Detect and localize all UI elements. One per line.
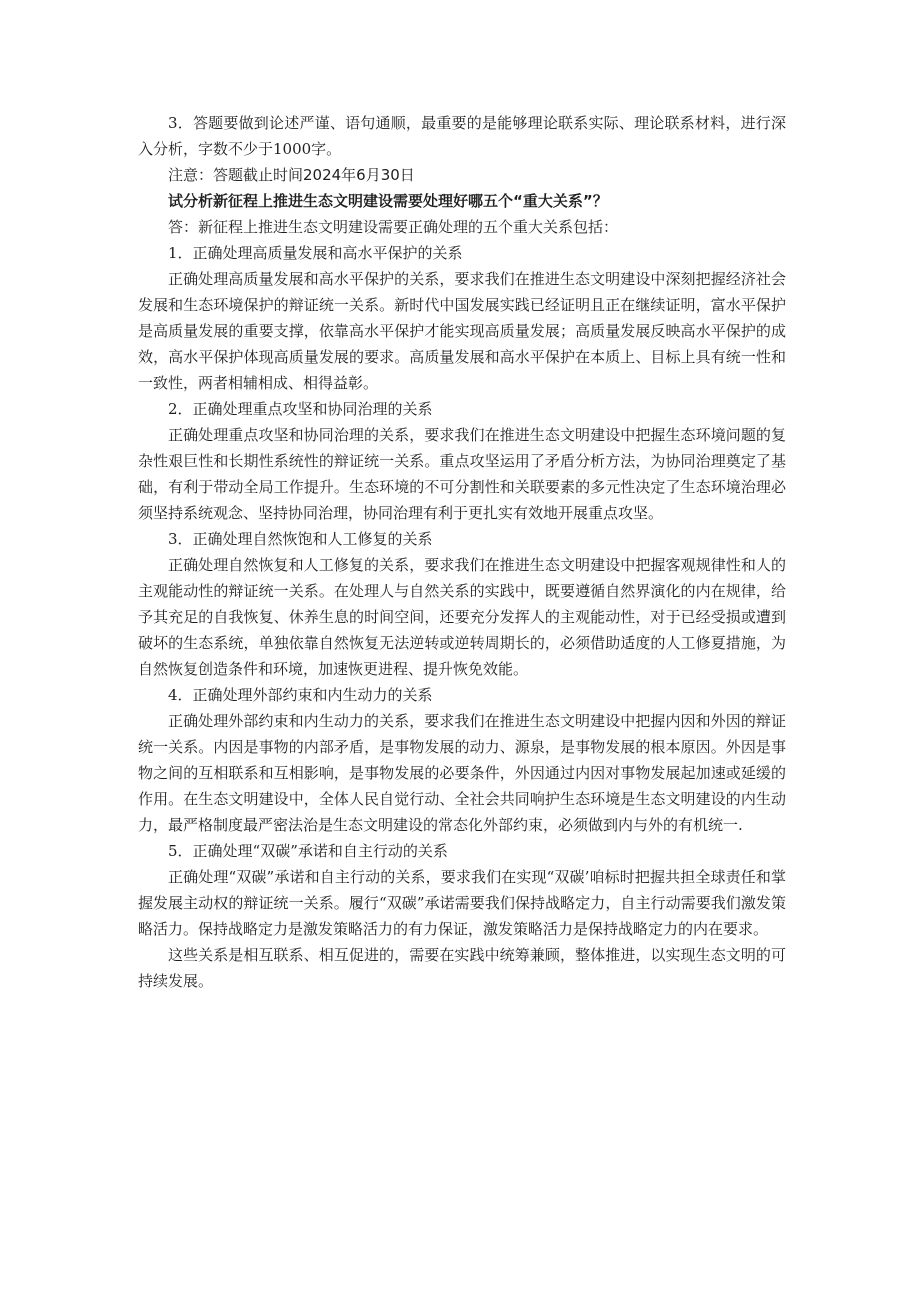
conclusion-paragraph: 这些关系是相互联系、相互促进的，需要在实践中统筹兼顾，整体推进，以实现生态文明的可持续发展。 bbox=[138, 946, 786, 990]
document-page bbox=[138, 110, 786, 994]
answer-intro: 答：新征程上推进生态文明建设需要正确处理的五个重大关系包括： bbox=[168, 218, 619, 236]
section-3-body: 正确处理自然恢复和人工修复的关系，要求我们在推进生态文明建设中把握客观规律性和人的主观能动性的辩证统一关系。在处理人与自然关系的实践中，既要遵循自然界演化的内在规律，给予其充足的自我恢复、休养生息的时间空间，还要充分发挥人的主观能动性，对于已经受损或遭到破坏的生态系统，单独依靠自然恢复无法逆转或逆转周期长的，必须借助适度的人工修夏措施，为自然恢复创造条件和环境，加速恢更进程、提升恢免效能。 bbox=[138, 556, 786, 678]
section-3-heading: 3．正确处理自然恢饱和人工修复的关系 bbox=[168, 530, 433, 548]
question-title: 试分析新征程上推进生态文明建设需要处理好哪五个“重大关系”？ bbox=[168, 192, 608, 210]
section-5-body: 正确处理“双碳”承诺和自主行动的关系，要求我们在实现“双碳’咱标时把握共担全球责任和掌握发展主动权的辩证统一关系。履行“双碳”承诺需要我们保持战略定力，自主行动需要我们激发策略活力。保持战略定力是激发策略活力的有力保证，激发策略活力是保持战略定力的内在要求。 bbox=[138, 868, 786, 938]
section-1-body: 正确处理高质量发展和高水平保护的关系，要求我们在推进生态文明建设中深刻把握经济社会发展和生态环境保护的辩证统一关系。新时代中国发展实践已经证明且正在继续证明，富水平保护是高质量发展的重要支撑，依靠高水平保护才能实现高质量发展；高质量发展反映高水平保护的成效，高水平保护体现高质量发展的要求。高质量发展和高水平保护在本质上、目标上具有统一性和一致性，两者相辅相成、相得益彰。 bbox=[138, 270, 786, 392]
section-2-body: 正确处理重点攻坚和协同治理的关系，要求我们在推进生态文明建设中把握生态环境问题的复杂性艰巨性和长期性系统性的辩证统一关系。重点攻坚运用了矛盾分析方法，为协同治理奠定了基础，有利于带动全局工作提升。生态环境的不可分割性和关联要素的多元性决定了生态环境治理必须坚持系统观念、坚持协同治理，协同治理有利于更扎实有效地开展重点攻坚。 bbox=[138, 426, 786, 522]
section-2-heading: 2．正确处理重点攻坚和协同治理的关系 bbox=[168, 400, 433, 418]
section-4-heading: 4．正确处理外部约束和内生动力的关系 bbox=[168, 686, 433, 704]
section-1-heading: 1．正确处理高质量发展和高水平保护的关系 bbox=[168, 244, 463, 262]
deadline-note: 注意：答题截止时间2024年6月30日 bbox=[168, 166, 415, 184]
intro-rule-3: 3．答题要做到论述严谨、语句通顺，最重要的是能够理论联系实际、理论联系材料，进行深入分析，字数不少于1000字。 bbox=[138, 114, 786, 158]
section-4-body: 正确处理外部约束和内生动力的关系，要求我们在推进生态文明建设中把握内因和外因的辩证统一关系。内因是事物的内部矛盾，是事物发展的动力、源泉，是事物发展的根本原因。外因是事物之间的互相联系和互相影响，是事物发展的必要条件，外因通过内因对事物发展起加速或延缓的作用。在生态文明建设中，全体人民自觉行动、全社会共同响护生态环境是生态文明建设的内生动力，最严格制度最严密法治是生态文明建设的常态化外部约束，必须做到内与外的有机统一. bbox=[138, 712, 786, 834]
section-5-heading: 5．正确处理“双碳”承诺和自主行动的关系 bbox=[168, 842, 448, 860]
